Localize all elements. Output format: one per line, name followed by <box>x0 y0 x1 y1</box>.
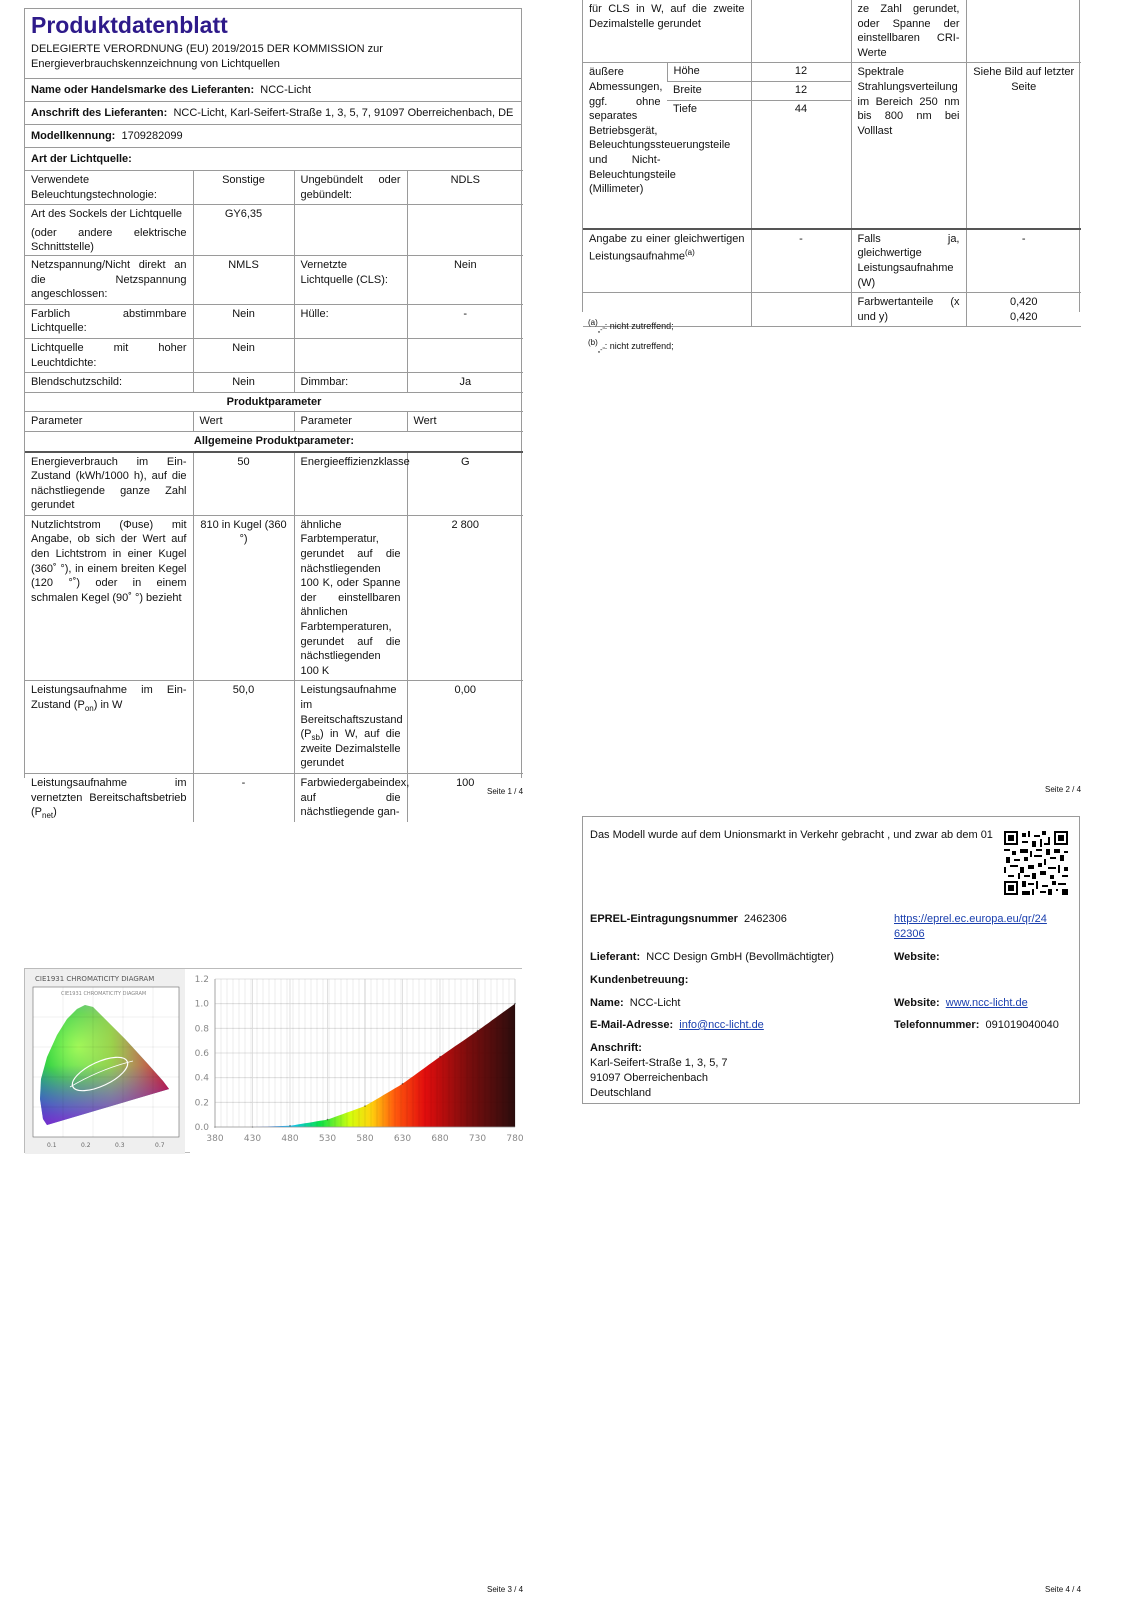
param-label <box>25 773 193 821</box>
row-value: Nein <box>193 304 294 338</box>
chromaticity-y: 0,420 <box>1009 310 1038 323</box>
row-value: GY6,35 <box>193 205 294 256</box>
param-label-2: Energieeffizienzklasse <box>294 452 407 516</box>
contact-name-value: NCC-Licht <box>629 997 681 1009</box>
param-value-2: 0,00 <box>407 681 523 774</box>
x-tick-label: 630 <box>393 1134 412 1144</box>
supplier-address-row <box>25 101 521 124</box>
page-2 <box>582 0 1080 323</box>
row-value-2: NDLS <box>407 171 523 205</box>
dimensions-table <box>583 0 1081 327</box>
equiv-power-label <box>583 229 751 293</box>
cie-subtitle: CIE1931 CHROMATICITY DIAGRAM <box>61 991 147 997</box>
cie-title: CIE1931 CHROMATICITY DIAGRAM <box>35 975 155 983</box>
supplier-address-value: NCC-Licht, Karl-Seifert-Straße 1, 3, 5, 7, 91097 Oberreichenbach, DE <box>173 107 514 119</box>
param-label-2: ähnliche Farbtemperatur, gerundet auf die nächstliegenden 100 K, oder Spanne der einstellbaren ähnlichen Farbtemperaturen, gerundet auf die nächstliegenden 100 K <box>294 515 407 681</box>
eprel-value: 2462306 <box>744 913 787 925</box>
table-row <box>25 373 523 393</box>
row-label-line: (oder andere elektrische Schnittstelle) <box>31 226 187 254</box>
table-row <box>25 773 523 821</box>
footnote-sub: „-“ <box>597 346 605 354</box>
spectrum-point <box>477 1030 479 1032</box>
page-number-3: Seite 3 / 4 <box>487 1585 524 1594</box>
section-heading-row <box>25 392 523 412</box>
supplier-value: NCC Design GmbH (Bevollmächtigter) <box>646 951 834 963</box>
supplier-address-label: Anschrift des Lieferanten: <box>31 107 168 119</box>
y-tick-label: 1.2 <box>194 975 209 985</box>
footnotes <box>582 316 882 353</box>
x-tick-label: 430 <box>243 1134 262 1144</box>
dim-name-height: Höhe <box>667 63 751 82</box>
model-label: Modellkennung: <box>31 130 116 142</box>
row-label-line: Art des Sockels der Lichtquelle <box>31 208 183 221</box>
eprel-link-line[interactable]: 62306 <box>894 928 925 940</box>
row-value: Nein <box>193 338 294 372</box>
param-header: Parameter <box>25 412 193 432</box>
page-number-1: Seite 1 / 4 <box>487 787 524 796</box>
address-line: Deutschland <box>590 1087 652 1099</box>
footnote-sub: „-“ <box>597 326 605 334</box>
website-label: Website: <box>894 997 940 1009</box>
row-label <box>25 205 193 256</box>
cie-tick-label: 0.1 <box>47 1142 57 1149</box>
spectrum-chart <box>190 969 524 1154</box>
chromaticity-x: 0,420 <box>1009 296 1038 309</box>
row-label-2: Vernetzte Lichtquelle (CLS): <box>294 255 407 304</box>
cls-power-value: - <box>966 229 1081 293</box>
dim-value-depth: 44 <box>751 100 851 229</box>
email-row <box>590 1018 764 1033</box>
website-row-2 <box>894 996 1028 1011</box>
product-params-heading: Produktparameter <box>25 392 523 412</box>
row-value: NMLS <box>193 255 294 304</box>
supplier-label: Lieferant: <box>590 951 641 963</box>
x-tick-label: 380 <box>206 1134 224 1144</box>
y-tick-label: 1.0 <box>194 999 209 1010</box>
address-line: 91097 Oberreichenbach <box>590 1072 709 1084</box>
footnote-a <box>582 316 882 333</box>
table-row <box>25 452 523 516</box>
light-source-type-row <box>25 147 521 170</box>
chromaticity-label: Farbwertanteile (x und y) <box>851 293 966 327</box>
light-source-table <box>25 170 523 822</box>
param-value: 50 <box>193 452 294 516</box>
y-tick-label: 0.6 <box>194 1049 209 1059</box>
x-tick-label: 580 <box>356 1134 374 1144</box>
table-row <box>25 304 523 338</box>
footnote-b <box>582 336 882 353</box>
value-header: Wert <box>193 412 294 432</box>
section-heading-row <box>25 431 523 451</box>
x-tick-label: 680 <box>431 1134 449 1144</box>
x-tick-label: 480 <box>281 1134 299 1144</box>
param-label: Nutzlichtstrom (Φuse) mit Angabe, ob sich der Wert auf den Lichtstrom in einer Kugel (360˚ °), in einem breiten Kegel (120 °˚) oder in einem schmalen Kegel (90˚ °) bezieht <box>25 515 193 681</box>
spectral-label: Spektrale Strahlungsverteilung im Bereich 250 nm bis 800 nm bei Volllast <box>851 63 966 229</box>
model-value: 1709282099 <box>121 130 183 142</box>
dim-value-height: 12 <box>751 63 851 82</box>
chromaticity-values <box>966 293 1081 327</box>
label-text: Leistungsaufnahme im Ein-Zustand (P <box>31 684 187 711</box>
spectral-value: Siehe Bild auf letzter Seite <box>966 63 1081 229</box>
table-row <box>583 229 1081 293</box>
row-label: Verwendete Beleuchtungstechnologie: <box>25 171 193 205</box>
param-value: 50,0 <box>193 681 294 774</box>
footnote-ref: (a) <box>685 248 695 258</box>
spectrum-point <box>439 1056 441 1058</box>
row-label-2 <box>294 205 407 256</box>
param-label-2: Farbwiedergabeindex, auf die nächstliegende gan- <box>294 773 407 821</box>
customer-service-row <box>590 973 688 988</box>
spectrum-figure-svg <box>25 969 523 1154</box>
label-text: Angabe zu einer gleichwertigen Leistungsaufnahme <box>589 232 745 264</box>
footnote-text: : nicht zutreffend; <box>604 321 674 331</box>
footnote-marker: (a) <box>588 318 598 327</box>
label-subscript: on <box>84 704 94 714</box>
cls-power-label: Falls ja, gleichwertige Leistungsaufnahme (W) <box>851 229 966 293</box>
row-value-2 <box>407 205 523 256</box>
row-label-2: Ungebündelt oder gebündelt: <box>294 171 407 205</box>
cont-right-value <box>966 0 1081 63</box>
row-value-2: - <box>407 304 523 338</box>
dim-name-width: Breite <box>667 81 751 100</box>
param-label <box>25 681 193 774</box>
label-text: ) in W <box>93 699 123 711</box>
row-label-2 <box>294 338 407 372</box>
label-subscript: net <box>42 811 54 821</box>
eprel-label: EPREL-Eintragungsnummer <box>590 913 738 925</box>
label-text: ) <box>53 806 57 819</box>
supplier-name-value: NCC-Licht <box>260 84 311 96</box>
cie-tick-label: 0.2 <box>81 1142 91 1149</box>
phone-row <box>894 1018 1059 1033</box>
y-tick-label: 0.8 <box>194 1024 209 1035</box>
row-value: Nein <box>193 373 294 393</box>
spectrum-point <box>402 1083 404 1085</box>
contact-name-label: Name: <box>590 997 624 1009</box>
dim-value-width: 12 <box>751 81 851 100</box>
equiv-power-value: - <box>751 229 851 293</box>
param-label-2 <box>294 681 407 774</box>
eprel-link-line[interactable]: https://eprel.ec.europa.eu/qr/24 <box>894 913 1047 925</box>
address-line: Karl-Seifert-Straße 1, 3, 5, 7 <box>590 1057 728 1069</box>
row-value-2: Ja <box>407 373 523 393</box>
supplier-name-row <box>25 78 521 101</box>
label-subscript: sb <box>311 733 320 743</box>
address-block <box>590 1041 728 1101</box>
footnote-marker: (b) <box>588 338 598 347</box>
cont-left-label: für CLS in W, auf die zweite Dezimalstelle gerundet <box>589 3 745 30</box>
spectrum-figure <box>24 968 522 1153</box>
param-value: - <box>193 773 294 821</box>
spectrum-point <box>364 1105 366 1107</box>
eprel-row <box>590 912 787 927</box>
row-label-2: Hülle: <box>294 304 407 338</box>
qr-code-icon[interactable] <box>1004 831 1068 895</box>
label-text: Leistungsaufnahme im vernetzten Bereitschaftsbetrieb (P <box>31 776 187 819</box>
eprel-link-block <box>894 912 1047 942</box>
x-tick-label: 530 <box>318 1134 337 1144</box>
regulation-text: DELEGIERTE VERORDNUNG (EU) 2019/2015 DER KOMMISSION zur Energieverbrauchskennzeichnung von Lichtquellen <box>31 43 383 70</box>
document-title: Produktdatenblatt <box>31 12 228 38</box>
dim-name-depth: Tiefe <box>667 100 751 229</box>
eprel-link[interactable] <box>894 913 1047 940</box>
table-row <box>583 63 1081 82</box>
email-link[interactable]: info@ncc-licht.de <box>679 1019 764 1031</box>
param-value: 810 in Kugel (360 °) <box>193 515 294 681</box>
website-row-1 <box>894 950 940 965</box>
row-label: Blendschutzschild: <box>25 373 193 393</box>
page-number-4: Seite 4 / 4 <box>1045 1585 1082 1594</box>
table-row <box>25 171 523 205</box>
contact-name-row <box>590 996 680 1011</box>
spectrum-point <box>289 1125 291 1127</box>
table-row <box>25 255 523 304</box>
y-tick-label: 0.0 <box>194 1123 209 1133</box>
phone-value: 091019040040 <box>985 1019 1059 1031</box>
param-label: Energieverbrauch im Ein-Zustand (kWh/1000 h), auf die nächstliegende ganze Zahl gerundet <box>25 452 193 516</box>
cont-left-value <box>751 0 851 63</box>
row-label: Netzspannung/Nicht direkt an die Netzspannung angeschlossen: <box>25 255 193 304</box>
footnote-text: : nicht zutreffend; <box>604 341 674 351</box>
general-params-heading: Allgemeine Produktparameter: <box>25 431 523 451</box>
cie-tick-label: 0.7 <box>155 1142 165 1149</box>
table-row <box>583 0 1081 63</box>
customer-service-label: Kundenbetreuung: <box>590 974 689 986</box>
row-value-2 <box>407 338 523 372</box>
param-header-row <box>25 412 523 432</box>
supplier-name-label: Name oder Handelsmarke des Lieferanten: <box>31 84 255 96</box>
label-text: ) in W, auf die zweite Dezimalstelle gerundet <box>300 728 401 770</box>
cie-tick-label: 0.3 <box>115 1142 125 1149</box>
page-number-2: Seite 2 / 4 <box>1045 785 1082 794</box>
spectrum-point <box>514 1003 516 1005</box>
cont-right-label: ze Zahl gerundet, oder Spanne der einstellbaren CRI-Werte <box>851 0 966 63</box>
table-row <box>25 515 523 681</box>
market-text: Das Modell wurde auf dem Unionsmarkt in Verkehr gebracht , und zwar ab dem 01 <box>590 829 993 841</box>
param-value-2: 100 <box>407 773 523 821</box>
row-value: Sonstige <box>193 171 294 205</box>
row-value-2: Nein <box>407 255 523 304</box>
y-tick-label: 0.2 <box>194 1098 209 1109</box>
param-value-2: G <box>407 452 523 516</box>
table-row <box>25 205 523 256</box>
address-label: Anschrift: <box>590 1042 642 1054</box>
x-tick-label: 780 <box>506 1134 524 1144</box>
model-row <box>25 124 521 147</box>
row-label-2: Dimmbar: <box>294 373 407 393</box>
website-link[interactable]: www.ncc-licht.de <box>945 997 1028 1009</box>
value-header-2: Wert <box>407 412 523 432</box>
spectrum-point <box>327 1119 329 1121</box>
row-label: Lichtquelle mit hoher Leuchtdichte: <box>25 338 193 372</box>
label-text: Leistungsaufnahme im Bereitschaftszustand (P <box>300 684 403 741</box>
dimensions-label: äußere Abmessungen, ggf. ohne separates Betriebsgerät, Beleuchtungssteuerungsteile und Nicht-Beleuchtungsteile (Millimeter) <box>583 63 667 229</box>
table-row <box>25 338 523 372</box>
website-label: Website: <box>894 951 940 963</box>
row-label: Farblich abstimmbare Lichtquelle: <box>25 304 193 338</box>
param-value-2: 2 800 <box>407 515 523 681</box>
phone-label: Telefonnummer: <box>894 1019 980 1031</box>
supplier-row <box>590 950 834 965</box>
page-4-box <box>582 816 1080 1104</box>
x-tick-label: 730 <box>468 1134 487 1144</box>
param-header-2: Parameter <box>294 412 407 432</box>
email-label: E-Mail-Adresse: <box>590 1019 674 1031</box>
light-source-type-label: Art der Lichtquelle: <box>31 153 132 165</box>
y-tick-label: 0.4 <box>194 1073 209 1084</box>
table-row <box>25 681 523 774</box>
